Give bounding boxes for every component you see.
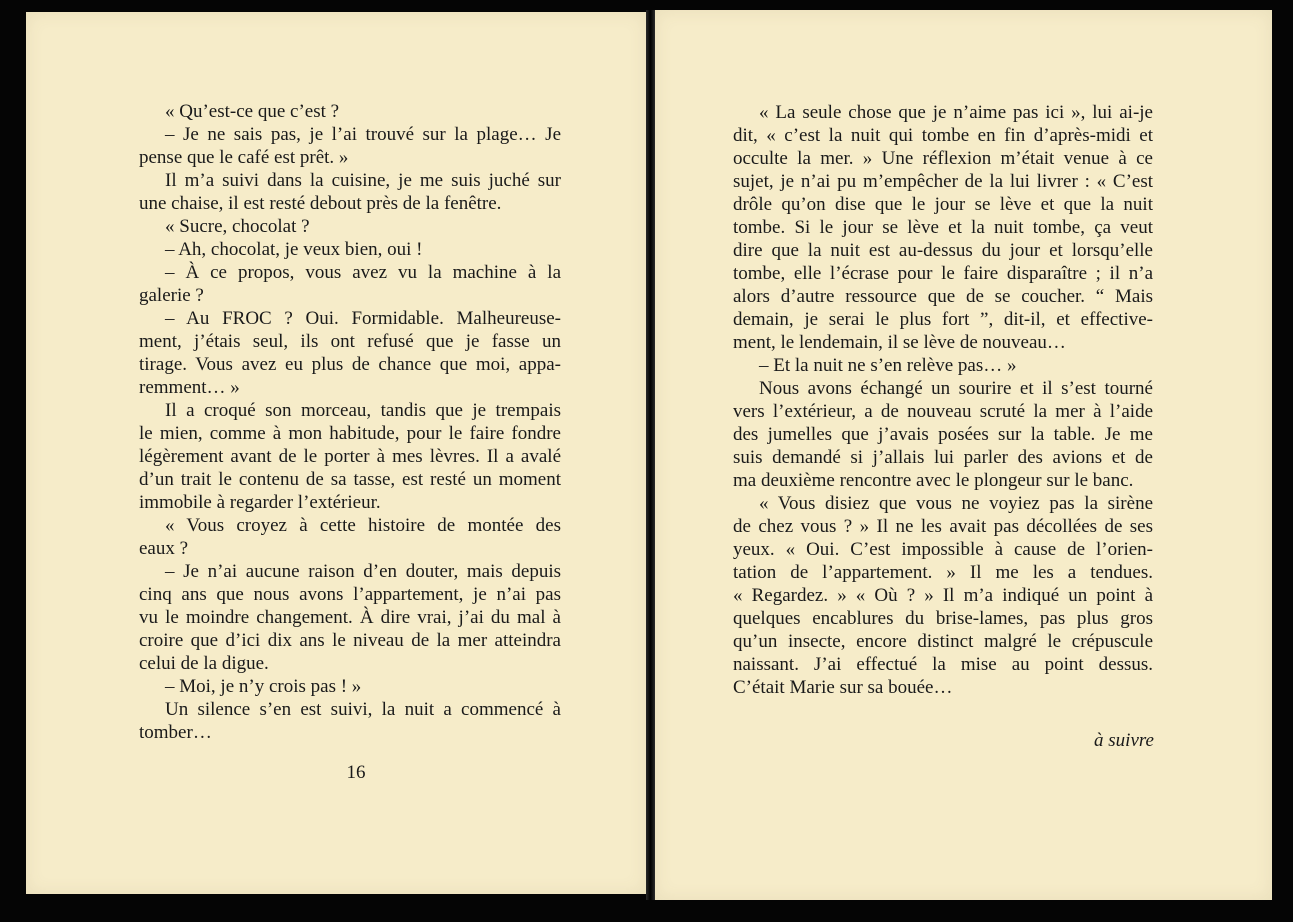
text-line: de chez vous ? » Il ne les avait pas décollées de ses bbox=[733, 516, 1153, 537]
text-line: le mien, comme à mon habitude, pour le faire fondre bbox=[139, 423, 561, 444]
text-line: yeux. « Oui. C’est impossible à cause de l’orien- bbox=[733, 539, 1153, 560]
text-line: remment… » bbox=[139, 377, 240, 398]
text-line: dit, « c’est la nuit qui tombe en fin d’après-midi et bbox=[733, 125, 1153, 146]
text-line: croire que d’ici dix ans le niveau de la mer atteindra bbox=[139, 630, 561, 651]
text-line: drôle qu’on dise que le jour se lève et que la nuit bbox=[733, 194, 1153, 215]
text-line: – Je n’ai aucune raison d’en douter, mais depuis bbox=[165, 561, 561, 582]
text-line: des jumelles que j’avais posées sur la table. Je me bbox=[733, 424, 1153, 445]
text-line: – Je ne sais pas, je l’ai trouvé sur la plage… Je bbox=[165, 124, 561, 145]
text-line: Nous avons échangé un sourire et il s’est tourné bbox=[759, 378, 1153, 399]
left-page-text bbox=[139, 100, 561, 744]
text-line: eaux ? bbox=[139, 538, 189, 559]
text-line: naissant. J’ai effectué la mise au point dessus. bbox=[733, 654, 1153, 675]
text-line: Il m’a suivi dans la cuisine, je me suis juché sur bbox=[165, 170, 561, 191]
text-line: ment, le lendemain, il se lève de nouveau… bbox=[733, 332, 1066, 353]
text-line: « Vous croyez à cette histoire de montée des bbox=[165, 515, 561, 536]
text-line: tomber… bbox=[139, 722, 212, 743]
text-line: occulte la mer. » Une réflexion m’était venue à ce bbox=[733, 148, 1153, 169]
text-line: quelques encablures du brise-lames, pas plus gros bbox=[733, 608, 1153, 629]
text-line: vu le moindre changement. À dire vrai, j’ai du mal à bbox=[139, 607, 561, 628]
text-line: « Vous disiez que vous ne voyiez pas la sirène bbox=[759, 493, 1153, 514]
text-line: pense que le café est prêt. » bbox=[139, 147, 349, 168]
left-page bbox=[26, 12, 646, 894]
text-line: « Regardez. » « Où ? » Il m’a indiqué un point à bbox=[733, 585, 1153, 606]
text-line: tirage. Vous avez eu plus de chance que moi, appa- bbox=[139, 354, 561, 375]
text-line: cinq ans que nous avons l’appartement, je n’ai pas bbox=[139, 584, 561, 605]
book-gutter bbox=[646, 10, 655, 900]
text-line: celui de la digue. bbox=[139, 653, 269, 674]
text-line: – Et la nuit ne s’en relève pas… » bbox=[759, 355, 1017, 376]
text-line: – Moi, je n’y crois pas ! » bbox=[165, 676, 362, 697]
text-line: suis demandé si j’allais lui parler des avions et de bbox=[733, 447, 1153, 468]
right-page-text bbox=[733, 101, 1153, 699]
text-line: tombe, elle l’écrase pour le faire disparaître ; il n’a bbox=[733, 263, 1153, 284]
text-line: ment, j’étais seul, ils ont refusé que je fasse un bbox=[139, 331, 561, 352]
text-line: Il a croqué son morceau, tandis que je trempais bbox=[165, 400, 561, 421]
text-line: C’était Marie sur sa bouée… bbox=[733, 677, 953, 698]
text-line: « La seule chose que je n’aime pas ici », lui ai-je bbox=[759, 102, 1153, 123]
text-line: d’un trait le contenu de sa tasse, est resté un moment bbox=[139, 469, 561, 490]
text-line: tation de l’appartement. » Il me les a tendues. bbox=[733, 562, 1153, 583]
text-line: – Ah, chocolat, je veux bien, oui ! bbox=[165, 239, 423, 260]
text-line: une chaise, il est resté debout près de la fenêtre. bbox=[139, 193, 502, 214]
text-line: tombe. Si le jour se lève et la nuit tombe, ça veut bbox=[733, 217, 1153, 238]
text-line: alors d’autre ressource que de se coucher. “ Mais bbox=[733, 286, 1153, 307]
text-line: ma deuxième rencontre avec le plongeur sur le banc. bbox=[733, 470, 1134, 491]
text-line: immobile à regarder l’extérieur. bbox=[139, 492, 381, 513]
text-line: vers l’extérieur, a de nouveau scruté la mer à l’aide bbox=[733, 401, 1153, 422]
text-line: sujet, je n’ai pu m’empêcher de la lui livrer : « C’est bbox=[733, 171, 1153, 192]
text-line: demain, je serai le plus fort ”, dit-il, et effective- bbox=[733, 309, 1153, 330]
text-line: Un silence s’en est suivi, la nuit a commencé à bbox=[165, 699, 561, 720]
text-line: – Au FROC ? Oui. Formidable. Malheureuse- bbox=[165, 308, 561, 329]
text-line: légèrement avant de le porter à mes lèvres. Il a avalé bbox=[139, 446, 561, 467]
text-line: dire que la nuit est au-dessus du jour et lorsqu’elle bbox=[733, 240, 1153, 261]
text-line: galerie ? bbox=[139, 285, 204, 306]
to-be-continued-label: à suivre bbox=[1094, 730, 1154, 751]
text-line: – À ce propos, vous avez vu la machine à la bbox=[165, 262, 561, 283]
text-line: « Sucre, chocolat ? bbox=[165, 216, 310, 237]
right-page bbox=[655, 10, 1272, 900]
text-line: qu’un insecte, encore distinct malgré le crépuscule bbox=[733, 631, 1153, 652]
text-line: « Qu’est-ce que c’est ? bbox=[165, 101, 340, 122]
page-number: 16 bbox=[346, 762, 366, 783]
